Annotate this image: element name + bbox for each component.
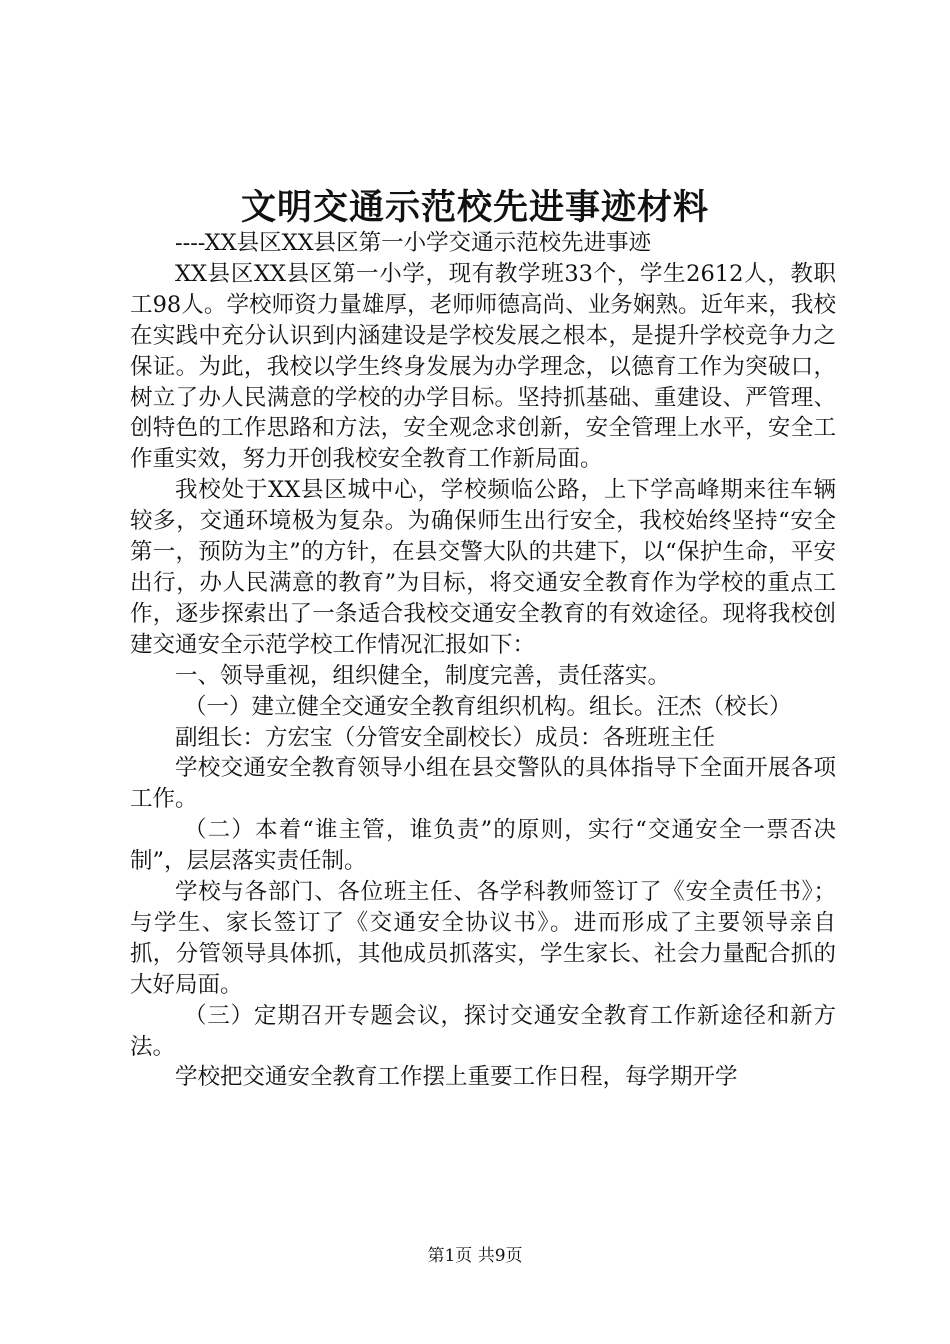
- paragraph-leadership-group: 学校交通安全教育领导小组在县交警队的具体指导下全面开展各项工作。: [130, 755, 836, 813]
- page-footer: 第1页 共9页: [427, 1246, 523, 1266]
- subsection-heading-3: （三）定期召开专题会议，探讨交通安全教育工作新途径和新方法。: [130, 1002, 836, 1060]
- document-body: [130, 228, 836, 1093]
- subsection-heading-1: （一）建立健全交通安全教育组织机构。组长。汪杰（校长）: [184, 693, 792, 720]
- paragraph-deputy-members: 副组长：方宏宝（分管安全副校长）成员：各班班主任: [175, 724, 716, 751]
- paragraph-work-schedule: 学校把交通安全教育工作摆上重要工作日程，每学期开学: [175, 1064, 738, 1091]
- paragraph-school-intro: XX县区XX县区第一小学，现有教学班33个，学生2612人，教职工98人。学校师资力量雄厚，老师师德高尚、业务娴熟。近年来，我校在实践中充分认识到内涵建设是学校发展之根本，是提升学校竞争力之保证。为此，我校以学生终身发展为办学理念，以德育工作为突破口，树立了办人民满意的学校的办学目标。坚持抓基础、重建设、严管理、创特色的工作思路和方法，安全观念求创新，安全管理上水平，安全工作重实效，努力开创我校安全教育工作新局面。: [130, 260, 836, 473]
- subtitle-line: ----XX县区XX县区第一小学交通示范校先进事迹: [175, 230, 652, 256]
- subsection-heading-2: （二）本着“谁主管，谁负责”的原则，实行“交通安全一票否决制”，层层落实责任制。: [130, 817, 836, 875]
- paragraph-responsibility: 学校与各部门、各位班主任、各学科教师签订了《安全责任书》；与学生、家长签订了《交通安全协议书》。进而形成了主要领导亲自抓，分管领导具体抓，其他成员抓落实，学生家长、社会力量配合抓的大好局面。: [130, 879, 836, 998]
- document-title: 文明交通示范校先进事迹材料: [240, 187, 709, 228]
- paragraph-traffic-environment: 我校处于XX县区城中心，学校频临公路，上下学高峰期来往车辆较多，交通环境极为复杂。为确保师生出行安全，我校始终坚持“安全第一，预防为主”的方针，在县交警大队的共建下，以“保护生命，平安出行，办人民满意的教育”为目标，将交通安全教育作为学校的重点工作，逐步探索出了一条适合我校交通安全教育的有效途径。现将我校创建交通安全示范学校工作情况汇报如下：: [130, 477, 836, 658]
- section-heading-1: 一、领导重视，组织健全，制度完善，责任落实。: [175, 662, 671, 689]
